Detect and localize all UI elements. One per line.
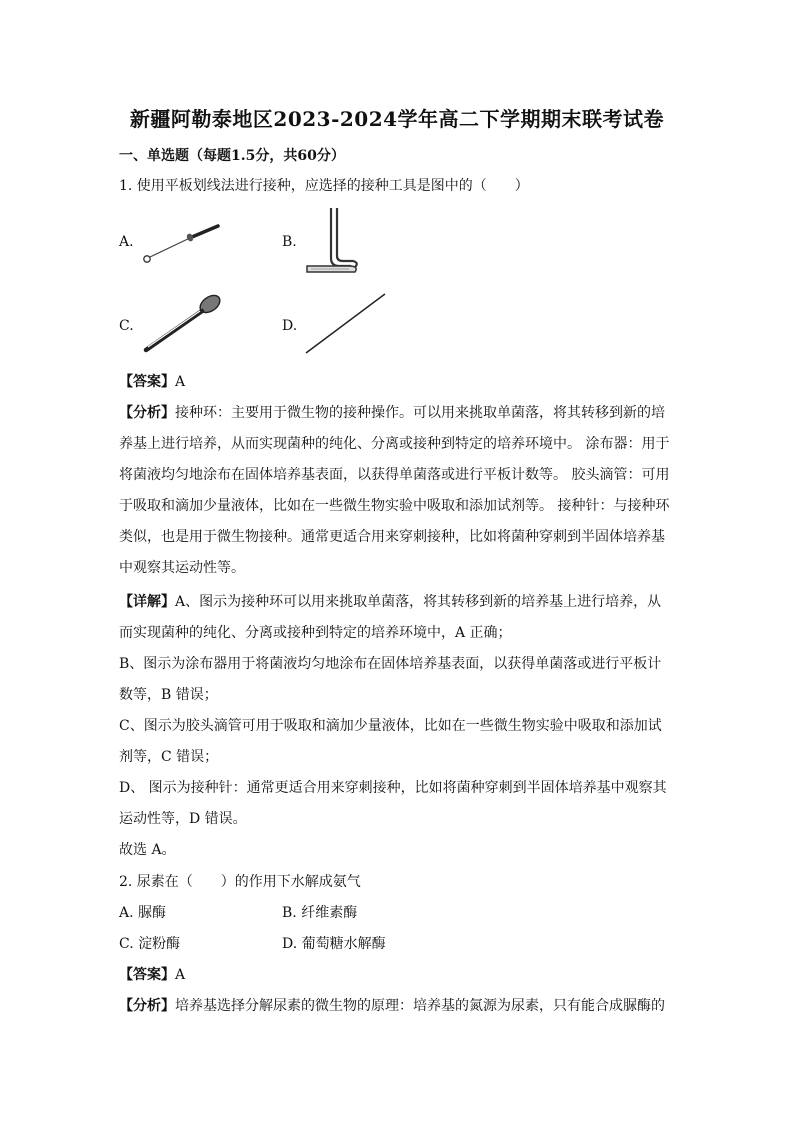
dropper-image — [140, 292, 226, 354]
q1-detail-line: 数等，B 错误； — [119, 687, 218, 703]
answer-tag: 【答案】 — [119, 967, 175, 983]
answer-tag: 【答案】 — [119, 374, 175, 390]
q1-detail-line: 而实现菌种的纯化、分离或接种到特定的培养环境中，A 正确； — [119, 625, 512, 641]
q1-analysis-line: 将菌液均匀地涂布在固体培养基表面，以获得单菌落或进行平板计数等。 胶头滴管：可用 — [119, 467, 670, 483]
q2-option-a: A. 脲酶 — [119, 905, 167, 921]
question-1-text: 1. 使用平板划线法进行接种，应选择的接种工具是图中的（ ） — [119, 178, 529, 194]
option-a-label: A. — [119, 234, 134, 250]
q2-option-d: D. 葡萄糖水解酶 — [282, 936, 386, 952]
q1-detail-line: C、图示为胶头滴管可用于吸取和滴加少量液体，比如在一些微生物实验中吸取和添加试 — [119, 718, 662, 734]
inoculating-needle-image — [302, 292, 388, 356]
analysis-tag: 【分析】 — [119, 998, 175, 1014]
exam-title: 新疆阿勒泰地区2023-2024学年高二下学期期末联考试卷 — [129, 107, 665, 131]
option-b-label: B. — [282, 234, 297, 250]
question-2-text: 2. 尿素在（ ）的作用下水解成氨气 — [119, 874, 361, 890]
q2-option-b: B. 纤维素酶 — [282, 905, 358, 921]
q2-option-c: C. 淀粉酶 — [119, 936, 181, 952]
section-header: 一、单选题（每题1.5分，共60分） — [119, 148, 345, 164]
detail-tag: 【详解】 — [119, 594, 175, 610]
q1-analysis-line: 中观察其运动性等。 — [119, 560, 245, 576]
q1-detail-line: 剂等，C 错误； — [119, 749, 219, 765]
q1-detail-line: 运动性等，D 错误。 — [119, 811, 247, 827]
q1-detail-line: D、 图示为接种针：通常更适合用来穿刺接种，比如将菌种穿刺到半固体培养基中观察其 — [119, 780, 667, 796]
answer-value: A — [175, 967, 186, 983]
q1-conclusion: 故选 A。 — [119, 842, 176, 858]
option-d-label: D. — [282, 318, 298, 334]
answer-value: A — [175, 374, 186, 390]
q1-detail-line: B、图示为涂布器用于将菌液均匀地涂布在固体培养基表面，以获得单菌落或进行平板计 — [119, 656, 662, 672]
q2-analysis-line: 【分析】培养基选择分解尿素的微生物的原理：培养基的氮源为尿素，只有能合成脲酶的 — [119, 998, 665, 1014]
q2-answer — [119, 965, 679, 985]
q1-analysis-line: 养基上进行培养，从而实现菌种的纯化、分离或接种到特定的培养环境中。 涂布器：用于 — [119, 436, 670, 452]
option-c-label: C. — [119, 318, 134, 334]
q1-analysis-line: 类似，也是用于微生物接种。通常更适合用来穿刺接种，比如将菌种穿刺到半固体培养基 — [119, 529, 665, 545]
spreader-image — [303, 206, 365, 278]
q1-answer — [119, 372, 679, 392]
analysis-tag: 【分析】 — [119, 405, 175, 421]
q1-detail-line: 【详解】A、图示为接种环可以用来挑取单菌落，将其转移到新的培养基上进行培养，从 — [119, 594, 662, 610]
q1-analysis-line: 于吸取和滴加少量液体，比如在一些微生物实验中吸取和添加试剂等。 接种针：与接种环 — [119, 498, 670, 514]
q1-analysis-line: 【分析】接种环：主要用于微生物的接种操作。可以用来挑取单菌落，将其转移到新的培 — [119, 405, 665, 421]
inoculating-loop-image — [140, 222, 222, 264]
